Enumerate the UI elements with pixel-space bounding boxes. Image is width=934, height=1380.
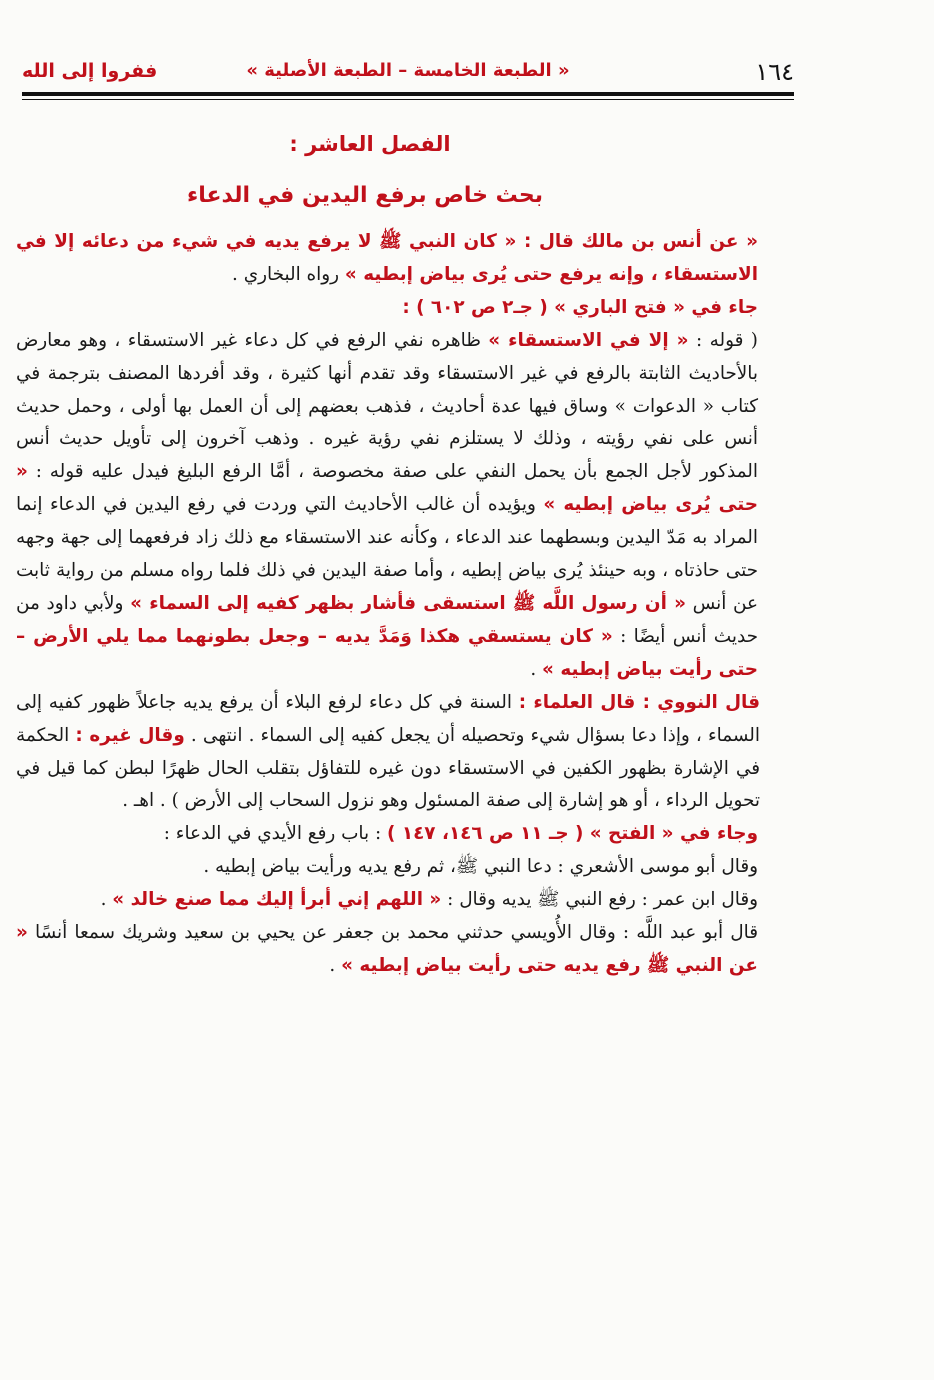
running-title: ففروا إلى الله [22, 60, 158, 82]
header-rule [22, 92, 794, 96]
text-span: السنة في كل دعاء لرفع البلاء أن يرفع يديه جاعلاً ظهور كفيه إلى السماء ، وإذا دعا بسؤال شيء وتحصيله أن يجعل كفيه إلى السماء . انتهى . [16, 691, 760, 746]
page-body [16, 118, 794, 983]
quote-span: وقال غيره : [75, 724, 185, 746]
text-span: . [530, 658, 543, 680]
ibn-umar-paragraph [16, 884, 794, 917]
quote-span: « كان يستسقي هكذا وَمَدَّ يديه – وجعل بطونهما مما يلي الأرض – حتى رأيت بياض إبطيه » [16, 625, 758, 680]
abu-abdullah-paragraph [16, 917, 794, 983]
quote-span: « اللهم إني أبرأ إليك مما صنع خالد » [112, 889, 442, 911]
quote-span: « حتى يُرى بياض إبطيه » [16, 461, 758, 516]
text-span: ولأبي داود من حديث أنس أيضًا : [16, 592, 759, 647]
section-title: بحث خاص برفع اليدين في الدعاء [186, 183, 544, 208]
hadith-quote: « عن أنس بن مالك قال : « كان النبي ﷺ لا يرفع يديه في شيء من دعائه إلا في الاستسقاء ، وإنه يرفع حتى يُرى بياض إبطيه » [16, 231, 758, 285]
text-span: ( قوله : [688, 329, 758, 351]
quote-span: « عن النبي ﷺ رفع يديه حتى رأيت بياض إبطيه » [16, 922, 758, 976]
text-span: : باب رفع الأيدي في الدعاء : [163, 823, 388, 845]
page-header [22, 58, 794, 88]
text-span: ويؤيده أن غالب الأحاديث التي وردت في رفع اليدين في الدعاء إنما المراد به مَدّ اليدين وبسطهما عند الدعاء ، وكأنه عند الاستسقاء مع ذلك زاد فرفعهما إلى جهة وجهه حتى حاذتاه ، وبه حينئذ يُرى بياض إبطيه ، وأما صفة اليدين في ذلك فلما رواه مسلم من رواية ثابت عن أنس [16, 494, 759, 614]
text-span: . [100, 889, 113, 911]
text-span: ظاهره نفي الرفع في كل دعاء غير الاستسقاء ، وهو معارض بالأحاديث الثابتة بالرفع في غير الاستسقاء وقد تقدم أنها كثيرة ، وقد أفردها المصنف بترجمة في كتاب « الدعوات » وساق فيها عدة أحاديث ، فذهب بعضهم إلى أن العمل بها أولى ، وحمل حديث أنس على نفي رؤيته ، وذلك لا يستلزم نفي رؤية غيره . وذهب آخرون إلى تأويل حديث أنس المذكور لأجل الجمع بأن يحمل النفي على صفة مخصوصة ، أمَّا الرفع البليغ فيدل عليه قوله : [16, 329, 758, 483]
text-span: وقال أبو موسى الأشعري : دعا النبي ﷺ، ثم رفع يديه ورأيت بياض إبطيه . [203, 856, 758, 878]
citation-ref: جاء في « فتح الباري » ( جـ٢ ص ٦٠٢ ) : [402, 296, 758, 318]
citation-line [16, 292, 794, 325]
citation-ref: وجاء في « الفتح » ( جـ ١١ ص ١٤٦، ١٤٧ ) [387, 823, 758, 845]
quote-span: « أن رسول اللَّه ﷺ استسقى فأشار بظهر كفيه إلى السماء » [130, 592, 686, 614]
abu-musa-paragraph [16, 851, 794, 884]
text-span: قال أبو عبد اللَّه : وقال الأُويسي حدثني محمد بن جعفر عن يحيي بن سعيد وشريك سمعا أنسًا [27, 922, 758, 944]
text-span: . [329, 954, 342, 976]
text-span: وقال ابن عمر : رفع النبي ﷺ يديه وقال : [441, 889, 758, 911]
quote-span: قال النووي : قال العلماء : [518, 691, 760, 713]
edition-label: « الطبعة الخامسة – الطبعة الأصلية » [246, 60, 570, 81]
quote-span: « إلا في الاستسقاء » [488, 329, 689, 351]
text-span: الحكمة في الإشارة بظهور الكفين في الاستسقاء دون غيره للتفاؤل بتقلب الحال ظهرًا لبطن كما قيل في تحويل الرداء ، أو هو إشارة إلى صفة المسئول وهو نزول السحاب إلى الأرض ) . اهـ . [16, 724, 760, 812]
hadith-paragraph [16, 226, 794, 292]
nawawi-paragraph [16, 687, 794, 819]
page-number: ١٦٤ [755, 58, 794, 86]
commentary-paragraph [16, 325, 794, 687]
header-rule-thin [22, 99, 794, 100]
fath-paragraph [16, 818, 794, 851]
hadith-source: رواه البخاري . [232, 263, 345, 285]
chapter-heading: الفصل العاشر : [289, 132, 451, 156]
